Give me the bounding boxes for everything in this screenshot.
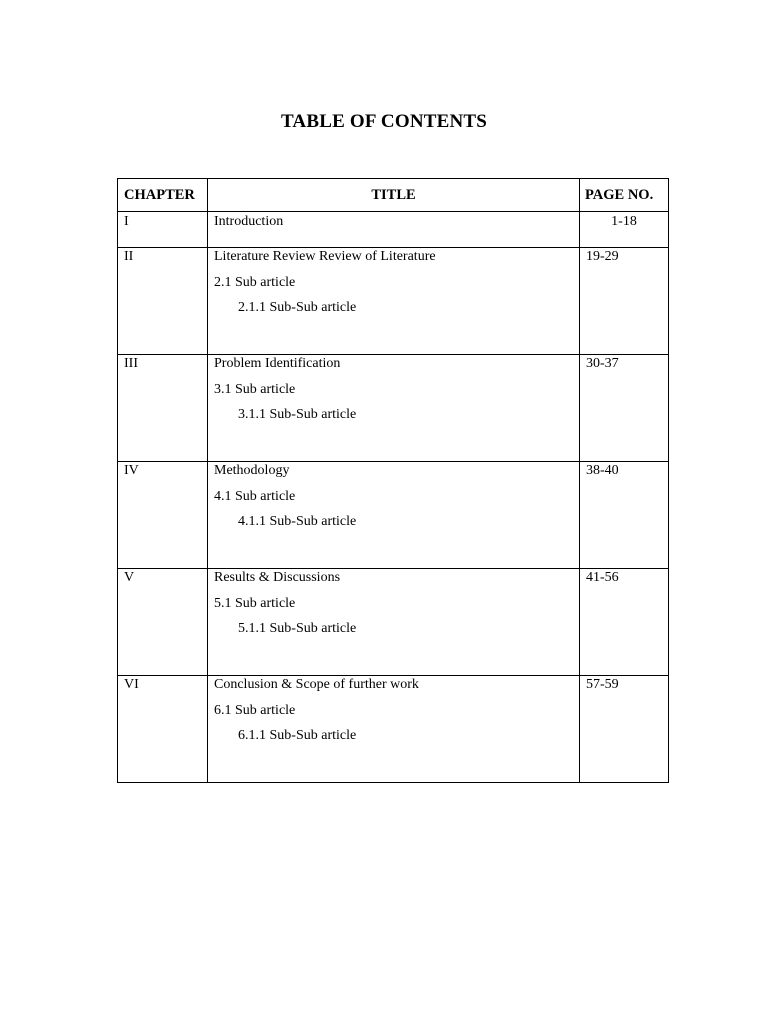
page-range: 38-40	[580, 462, 669, 569]
chapter-title-cell	[208, 248, 580, 355]
table-row	[118, 248, 669, 355]
header-title: TITLE	[208, 179, 580, 212]
page-title: TABLE OF CONTENTS	[280, 111, 488, 132]
sub-sub-article: 3.1.1 Sub-Sub article	[238, 407, 357, 422]
chapter-title: Literature Review Review of Literature	[214, 249, 436, 264]
toc-header	[118, 179, 669, 212]
sub-sub-article: 6.1.1 Sub-Sub article	[238, 728, 357, 743]
table-row	[118, 462, 669, 569]
table-row	[118, 355, 669, 462]
chapter-title-cell	[208, 355, 580, 462]
chapter-number: V	[118, 569, 208, 676]
chapter-number: III	[118, 355, 208, 462]
chapter-title-cell	[208, 569, 580, 676]
chapter-title: Methodology	[214, 463, 290, 478]
sub-sub-article: 2.1.1 Sub-Sub article	[238, 300, 357, 315]
toc-body	[118, 212, 669, 783]
table-row	[118, 212, 669, 248]
sub-article: 6.1 Sub article	[214, 702, 296, 718]
chapter-title-cell	[208, 462, 580, 569]
chapter-title-cell	[208, 676, 580, 783]
sub-article: 5.1 Sub article	[214, 595, 296, 611]
page-range: 41-56	[580, 569, 669, 676]
sub-sub-article: 4.1.1 Sub-Sub article	[238, 514, 357, 529]
page-range: 19-29	[580, 248, 669, 355]
header-page-no: PAGE NO.	[580, 179, 669, 212]
header-chapter: CHAPTER	[118, 179, 208, 212]
page-range: 1-18	[580, 212, 669, 248]
chapter-number: I	[118, 212, 208, 248]
sub-article: 3.1 Sub article	[214, 381, 296, 397]
chapter-number: II	[118, 248, 208, 355]
chapter-title: Introduction	[208, 212, 580, 248]
chapter-number: VI	[118, 676, 208, 783]
toc-table	[117, 178, 669, 783]
sub-article: 4.1 Sub article	[214, 488, 296, 504]
sub-article: 2.1 Sub article	[214, 274, 296, 290]
chapter-title: Problem Identification	[214, 356, 341, 371]
table-row	[118, 569, 669, 676]
chapter-number: IV	[118, 462, 208, 569]
page-range: 57-59	[580, 676, 669, 783]
header-row	[118, 179, 669, 212]
table-row	[118, 676, 669, 783]
chapter-title: Conclusion & Scope of further work	[214, 677, 419, 692]
page-range: 30-37	[580, 355, 669, 462]
sub-sub-article: 5.1.1 Sub-Sub article	[238, 621, 357, 636]
chapter-title: Results & Discussions	[214, 570, 341, 585]
